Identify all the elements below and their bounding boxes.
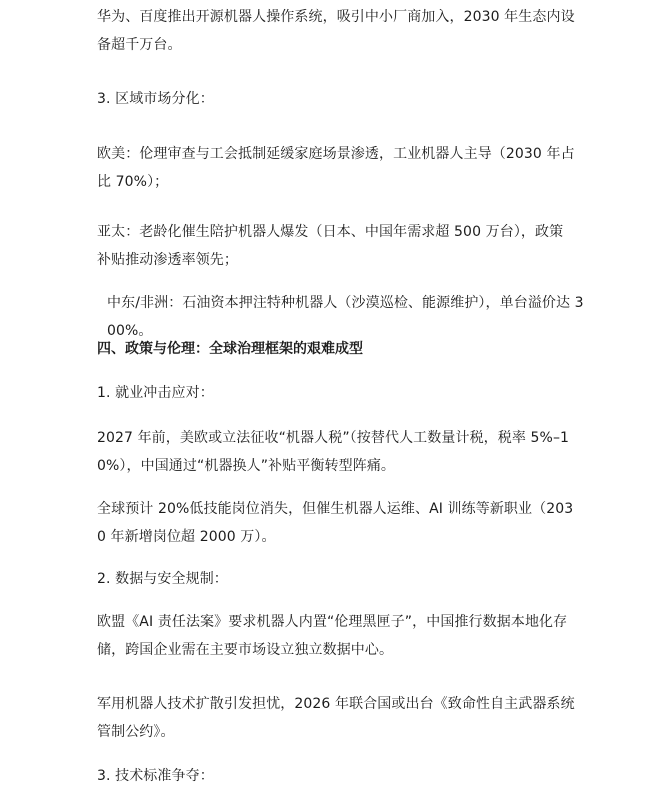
paragraph-middle-east-africa: 中东/非洲：石油资本押注特种机器人（沙漠巡检、能源维护），单台溢价达 300%。 [107,295,584,339]
paragraph-ecosystem: 华为、百度推出开源机器人操作系统，吸引中小厂商加入，2030 年生态内设备超千万台。 [97,9,575,53]
section-heading-data-security: 2. 数据与安全规制： [97,571,228,587]
paragraph-europe-america: 欧美：伦理审查与工会抵制延缓家庭场景渗透，工业机器人主导（2030 年占比 70%）； [97,146,575,190]
section-heading-employment: 1. 就业冲击应对： [97,385,214,401]
chapter-heading-policy-ethics: 四、政策与伦理：全球治理框架的艰难成型 [97,341,363,357]
paragraph-eu-ai-act: 欧盟《AI 责任法案》要求机器人内置“伦理黑匣子”，中国推行数据本地化存储，跨国企业需在主要市场设立独立数据中心。 [97,614,568,658]
paragraph-job-loss: 全球预计 20%低技能岗位消失，但催生机器人运维、AI 训练等新职业（2030 年新增岗位超 2000 万）。 [97,501,574,545]
paragraph-military-robots: 军用机器人技术扩散引发担忧，2026 年联合国或出台《致命性自主武器系统管制公约》。 [97,696,575,740]
section-heading-tech-standards: 3. 技术标准争夺： [97,768,214,784]
section-heading-regional-market: 3. 区域市场分化： [97,91,214,107]
paragraph-asia-pacific: 亚太：老龄化催生陪护机器人爆发（日本、中国年需求超 500 万台），政策补贴推动渗透率领先； [97,224,564,268]
paragraph-robot-tax: 2027 年前，美欧或立法征收“机器人税”（按替代人工数量计税，税率 5%–10%），中国通过“机器换人”补贴平衡转型阵痛。 [97,430,570,474]
